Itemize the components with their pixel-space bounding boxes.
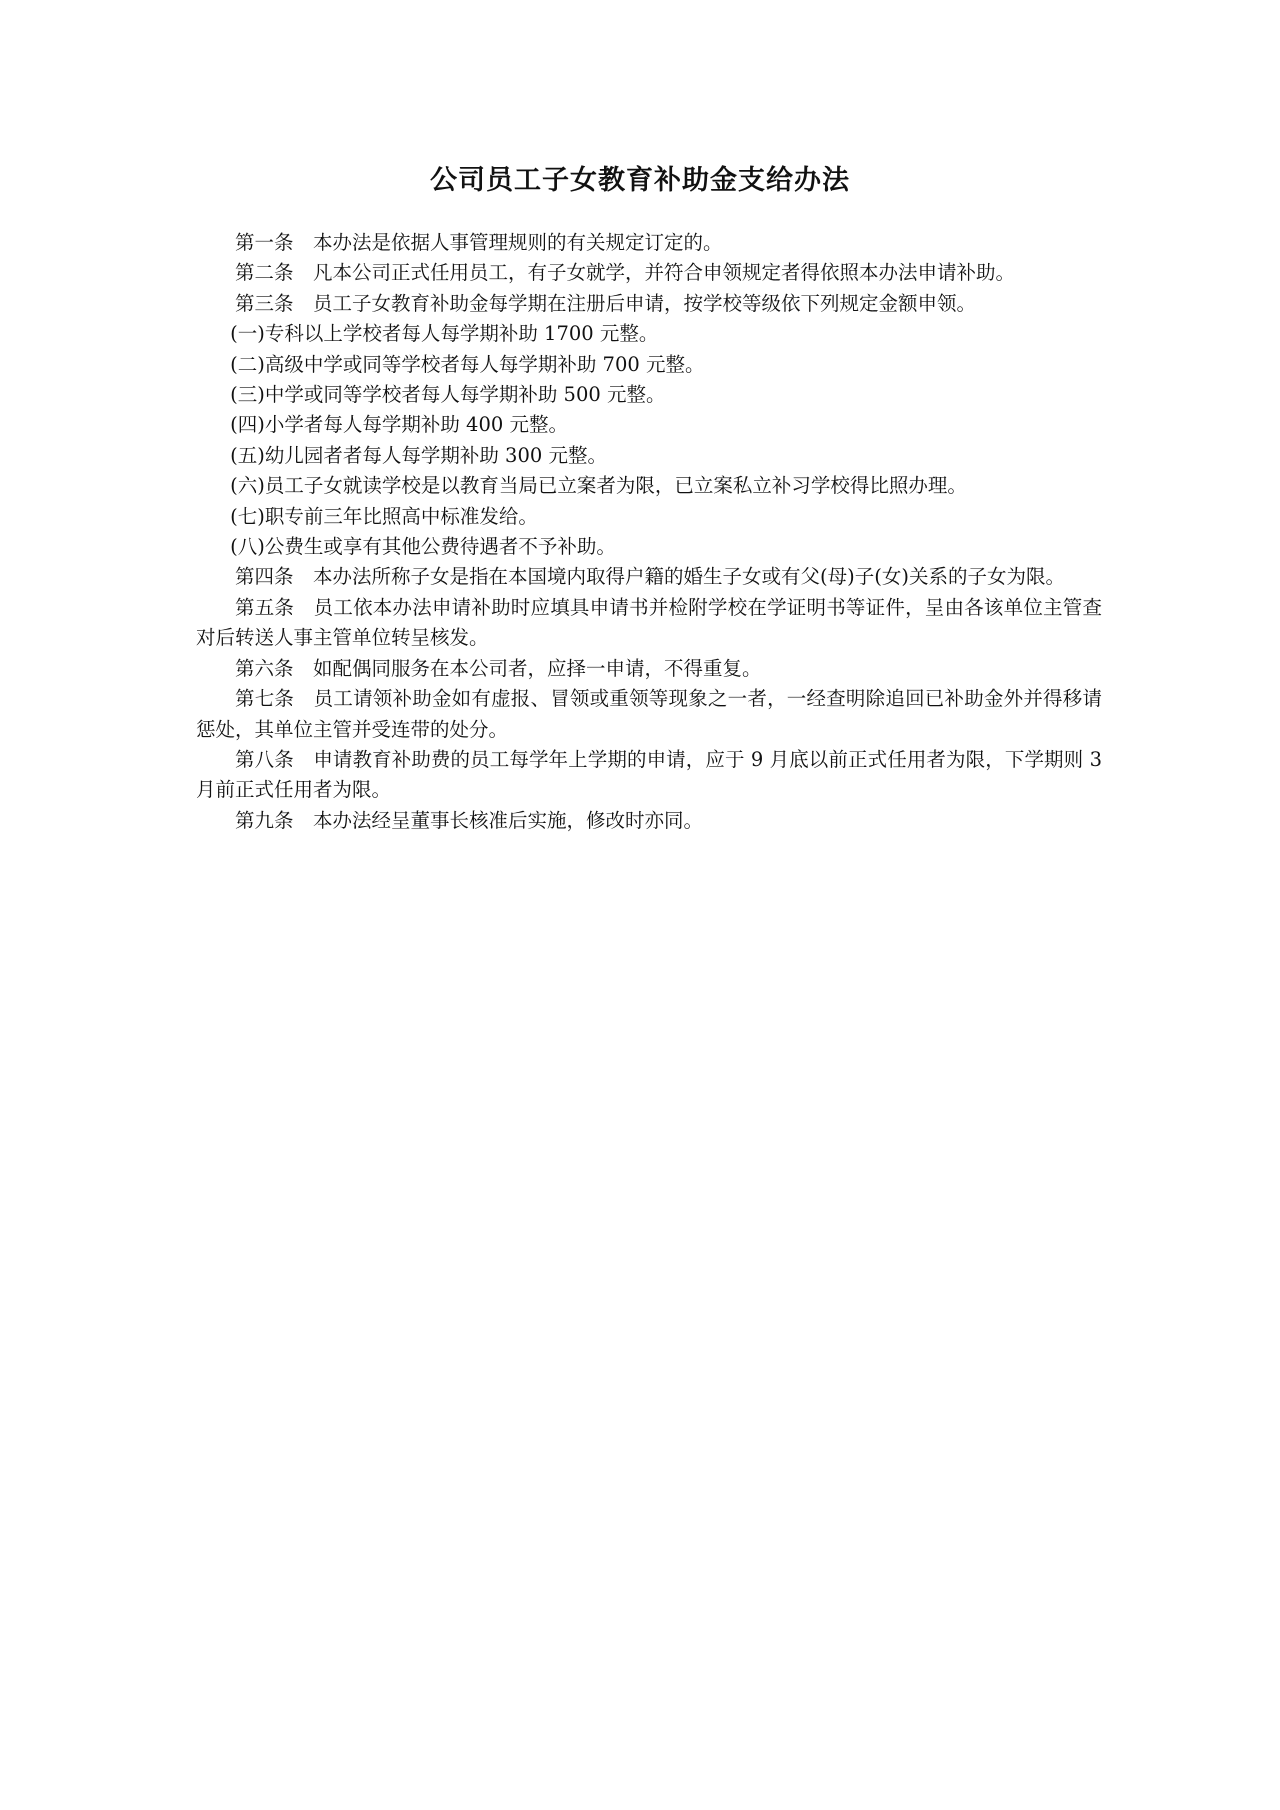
subsidy-item-1: (一)专科以上学校者每人每学期补助 1700 元整。 <box>230 322 659 346</box>
document-title: 公司员工子女教育补助金支给办法 <box>430 165 850 196</box>
article-label: 第五条 <box>235 595 295 619</box>
article-8 <box>196 745 1102 806</box>
article-text: 本办法是依据人事管理规则的有关规定订定的。 <box>313 231 723 254</box>
article-text: 员工依本办法申请补助时应填具申请书并检附学校在学证明书等证件，呈由各该单位主管查对后转送人事主管单位转呈核发。 <box>196 595 1102 650</box>
article-text: 如配偶同服务在本公司者，应择一申请，不得重复。 <box>313 656 762 680</box>
subsidy-item-8: (八)公费生或享有其他公费待遇者不予补助。 <box>230 535 616 559</box>
article-label: 第七条 <box>235 687 295 711</box>
article-4 <box>196 562 1102 592</box>
subsidy-item-7: (七)职专前三年比照高中标准发给。 <box>230 504 538 528</box>
subsidy-item-4: (四)小学者每人每学期补助 400 元整。 <box>230 413 568 437</box>
article-label: 第六条 <box>235 656 294 680</box>
article-3 <box>196 289 1102 319</box>
subsidy-item-2: (二)高级中学或同等学校者每人每学期补助 700 元整。 <box>230 352 705 376</box>
subsidy-item-5: (五)幼儿园者者每人每学期补助 300 元整。 <box>230 443 607 467</box>
article-label: 第八条 <box>235 747 294 771</box>
article-label: 第一条 <box>235 231 294 254</box>
article-text: 员工子女教育补助金每学期在注册后申请，按学校等级依下列规定金额申领。 <box>313 291 977 315</box>
document-body <box>196 228 1102 836</box>
article-text: 本办法所称子女是指在本国境内取得户籍的婚生子女或有父(母)子(女)关系的子女为限。 <box>313 565 1065 589</box>
subsidy-item-3: (三)中学或同等学校者每人每学期补助 500 元整。 <box>230 383 666 407</box>
article-text: 凡本公司正式任用员工，有子女就学，并符合申领规定者得依照本办法申请补助。 <box>313 261 1016 285</box>
subsidy-item-6: (六)员工子女就读学校是以教育当局已立案者为限，已立案私立补习学校得比照办理。 <box>230 474 967 498</box>
article-text: 员工请领补助金如有虚报、冒领或重领等现象之一者，一经查明除追回已补助金外并得移请惩处，其单位主管并受连带的处分。 <box>196 687 1102 741</box>
article-6 <box>196 654 1102 684</box>
article-text: 申请教育补助费的员工每学年上学期的申请，应于 9 月底以前正式任用者为限，下学期则 3 月前正式任用者为限。 <box>196 747 1102 802</box>
article-label: 第九条 <box>235 808 294 832</box>
article-label: 第二条 <box>235 261 294 285</box>
article-label: 第三条 <box>235 291 294 315</box>
article-2 <box>196 258 1102 288</box>
article-7 <box>196 684 1102 745</box>
article-9 <box>196 806 1102 836</box>
article-text: 本办法经呈董事长核准后实施，修改时亦同。 <box>313 808 704 832</box>
article-5 <box>196 593 1102 654</box>
article-label: 第四条 <box>235 565 294 589</box>
article-1 <box>196 228 1102 258</box>
